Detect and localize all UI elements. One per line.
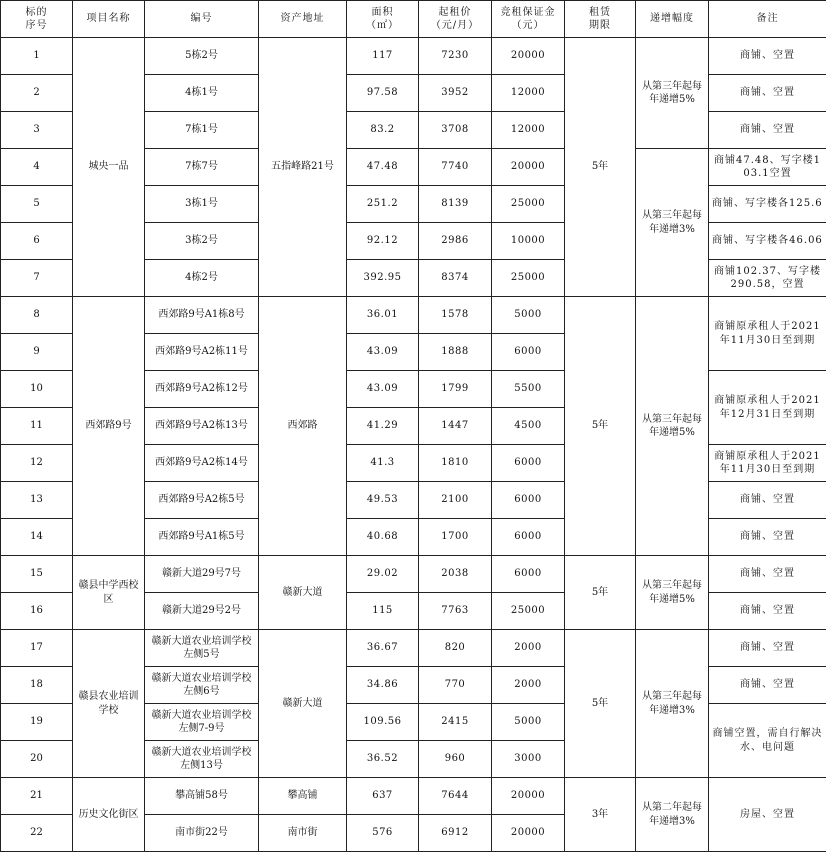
cell-term: 5年 — [565, 630, 636, 778]
cell-remark: 房屋、空置 — [709, 778, 826, 852]
cell-no: 21 — [1, 778, 73, 815]
cell-area: 115 — [347, 593, 419, 630]
cell-code: 赣新大道农业培训学校左侧7-9号 — [145, 704, 259, 741]
cell-code: 西郊路9号A2栋5号 — [145, 482, 259, 519]
cell-deposit: 20000 — [492, 38, 565, 75]
cell-code: 西郊路9号A1栋5号 — [145, 519, 259, 556]
cell-no: 16 — [1, 593, 73, 630]
cell-price: 820 — [419, 630, 492, 667]
cell-code: 5栋2号 — [145, 38, 259, 75]
cell-remark: 商铺空置，需自行解决水、电问题 — [709, 704, 826, 778]
cell-area: 637 — [347, 778, 419, 815]
header-code: 编号 — [145, 1, 259, 38]
cell-term: 5年 — [565, 297, 636, 556]
cell-no: 4 — [1, 149, 73, 186]
cell-area: 29.02 — [347, 556, 419, 593]
cell-remark: 商铺原承租人于2021年12月31日至到期 — [709, 371, 826, 445]
cell-no: 18 — [1, 667, 73, 704]
cell-address: 赣新大道 — [259, 556, 347, 630]
cell-deposit: 6000 — [492, 519, 565, 556]
cell-price: 3952 — [419, 75, 492, 112]
cell-no: 12 — [1, 445, 73, 482]
cell-code: 赣新大道29号2号 — [145, 593, 259, 630]
cell-increase: 从第二年起每年递增3% — [636, 778, 709, 852]
header-remark: 备注 — [709, 1, 826, 38]
cell-area: 43.09 — [347, 334, 419, 371]
cell-price: 3708 — [419, 112, 492, 149]
cell-project: 历史文化街区 — [73, 778, 145, 852]
cell-deposit: 20000 — [492, 815, 565, 852]
table-row — [1, 38, 826, 75]
cell-code: 4栋2号 — [145, 260, 259, 297]
cell-increase: 从第三年起每年递增5% — [636, 297, 709, 556]
cell-code: 西郊路9号A2栋12号 — [145, 371, 259, 408]
cell-no: 20 — [1, 741, 73, 778]
cell-no: 11 — [1, 408, 73, 445]
table-row — [1, 630, 826, 667]
cell-no: 10 — [1, 371, 73, 408]
cell-deposit: 5000 — [492, 704, 565, 741]
cell-code: 西郊路9号A1栋8号 — [145, 297, 259, 334]
cell-deposit: 25000 — [492, 593, 565, 630]
cell-deposit: 5000 — [492, 297, 565, 334]
cell-no: 14 — [1, 519, 73, 556]
cell-area: 97.58 — [347, 75, 419, 112]
cell-area: 117 — [347, 38, 419, 75]
header-area: 面积 （㎡） — [347, 1, 419, 38]
cell-code: 3栋1号 — [145, 186, 259, 223]
cell-no: 5 — [1, 186, 73, 223]
header-no: 标的 序号 — [1, 1, 73, 38]
cell-project: 西郊路9号 — [73, 297, 145, 556]
cell-project: 城央一品 — [73, 38, 145, 297]
header-deposit: 竞租保证金 （元） — [492, 1, 565, 38]
cell-no: 8 — [1, 297, 73, 334]
cell-remark: 商铺、空置 — [709, 112, 826, 149]
cell-project: 赣县中学西校区 — [73, 556, 145, 630]
cell-address: 攀高铺 — [259, 778, 347, 815]
cell-remark: 商铺102.37、写字楼290.58，空置 — [709, 260, 826, 297]
cell-increase: 从第三年起每年递增3% — [636, 149, 709, 297]
cell-address: 赣新大道 — [259, 630, 347, 778]
cell-remark: 商铺、空置 — [709, 630, 826, 667]
cell-remark: 商铺、空置 — [709, 519, 826, 556]
cell-area: 41.3 — [347, 445, 419, 482]
table-row — [1, 556, 826, 593]
cell-code: 西郊路9号A2栋11号 — [145, 334, 259, 371]
cell-remark: 商铺原承租人于2021年11月30日至到期 — [709, 445, 826, 482]
cell-price: 1578 — [419, 297, 492, 334]
cell-deposit: 3000 — [492, 741, 565, 778]
cell-remark: 商铺47.48、写字楼103.1空置 — [709, 149, 826, 186]
cell-remark: 商铺原承租人于2021年11月30日至到期 — [709, 297, 826, 371]
cell-price: 6912 — [419, 815, 492, 852]
cell-area: 47.48 — [347, 149, 419, 186]
header-address: 资产地址 — [259, 1, 347, 38]
cell-code: 攀高铺58号 — [145, 778, 259, 815]
cell-price: 7763 — [419, 593, 492, 630]
cell-price: 2415 — [419, 704, 492, 741]
cell-remark: 商铺、空置 — [709, 482, 826, 519]
cell-code: 赣新大道29号7号 — [145, 556, 259, 593]
cell-no: 2 — [1, 75, 73, 112]
cell-code: 7栋7号 — [145, 149, 259, 186]
header-increase: 递增幅度 — [636, 1, 709, 38]
cell-price: 1888 — [419, 334, 492, 371]
cell-code: 赣新大道农业培训学校左侧13号 — [145, 741, 259, 778]
cell-price: 1447 — [419, 408, 492, 445]
cell-no: 6 — [1, 223, 73, 260]
cell-deposit: 20000 — [492, 778, 565, 815]
cell-deposit: 12000 — [492, 112, 565, 149]
cell-price: 2986 — [419, 223, 492, 260]
cell-area: 34.86 — [347, 667, 419, 704]
cell-remark: 商铺、空置 — [709, 667, 826, 704]
cell-price: 960 — [419, 741, 492, 778]
cell-deposit: 5500 — [492, 371, 565, 408]
cell-term: 3年 — [565, 778, 636, 852]
cell-area: 251.2 — [347, 186, 419, 223]
table-header-row — [1, 1, 826, 38]
cell-deposit: 2000 — [492, 667, 565, 704]
cell-no: 19 — [1, 704, 73, 741]
cell-no: 9 — [1, 334, 73, 371]
cell-code: 西郊路9号A2栋14号 — [145, 445, 259, 482]
cell-deposit: 12000 — [492, 75, 565, 112]
cell-price: 7230 — [419, 38, 492, 75]
cell-no: 22 — [1, 815, 73, 852]
cell-deposit: 25000 — [492, 260, 565, 297]
cell-price: 1799 — [419, 371, 492, 408]
cell-code: 3栋2号 — [145, 223, 259, 260]
cell-remark: 商铺、写字楼各46.06 — [709, 223, 826, 260]
cell-price: 8139 — [419, 186, 492, 223]
cell-remark: 商铺、空置 — [709, 556, 826, 593]
table-row — [1, 297, 826, 334]
cell-code: 南市街22号 — [145, 815, 259, 852]
header-term: 租赁 期限 — [565, 1, 636, 38]
header-price: 起租价 （元/月） — [419, 1, 492, 38]
cell-increase: 从第三年起每年递增5% — [636, 556, 709, 630]
cell-code: 西郊路9号A2栋13号 — [145, 408, 259, 445]
cell-remark: 商铺、写字楼各125.6 — [709, 186, 826, 223]
cell-area: 36.01 — [347, 297, 419, 334]
cell-deposit: 6000 — [492, 556, 565, 593]
cell-no: 15 — [1, 556, 73, 593]
cell-increase: 从第三年起每年递增3% — [636, 630, 709, 778]
cell-price: 2038 — [419, 556, 492, 593]
cell-remark: 商铺、空置 — [709, 593, 826, 630]
cell-remark: 商铺、空置 — [709, 38, 826, 75]
cell-deposit: 20000 — [492, 149, 565, 186]
cell-code: 4栋1号 — [145, 75, 259, 112]
cell-code: 赣新大道农业培训学校左侧5号 — [145, 630, 259, 667]
cell-code: 赣新大道农业培训学校左侧6号 — [145, 667, 259, 704]
cell-area: 392.95 — [347, 260, 419, 297]
cell-increase: 从第三年起每年递增5% — [636, 38, 709, 149]
cell-deposit: 25000 — [492, 186, 565, 223]
cell-price: 8374 — [419, 260, 492, 297]
cell-area: 36.52 — [347, 741, 419, 778]
cell-no: 1 — [1, 38, 73, 75]
cell-area: 109.56 — [347, 704, 419, 741]
cell-address: 西郊路 — [259, 297, 347, 556]
cell-area: 49.53 — [347, 482, 419, 519]
cell-area: 576 — [347, 815, 419, 852]
cell-price: 1810 — [419, 445, 492, 482]
cell-deposit: 4500 — [492, 408, 565, 445]
cell-deposit: 2000 — [492, 630, 565, 667]
cell-deposit: 10000 — [492, 223, 565, 260]
cell-remark: 商铺、空置 — [709, 75, 826, 112]
cell-area: 36.67 — [347, 630, 419, 667]
cell-price: 7740 — [419, 149, 492, 186]
cell-address: 五指峰路21号 — [259, 38, 347, 297]
cell-price: 1700 — [419, 519, 492, 556]
cell-no: 7 — [1, 260, 73, 297]
cell-address: 南市街 — [259, 815, 347, 852]
cell-no: 13 — [1, 482, 73, 519]
cell-area: 40.68 — [347, 519, 419, 556]
cell-area: 92.12 — [347, 223, 419, 260]
cell-project: 赣县农业培训学校 — [73, 630, 145, 778]
cell-code: 7栋1号 — [145, 112, 259, 149]
cell-term: 5年 — [565, 556, 636, 630]
header-project: 项目名称 — [73, 1, 145, 38]
cell-no: 17 — [1, 630, 73, 667]
cell-no: 3 — [1, 112, 73, 149]
cell-area: 43.09 — [347, 371, 419, 408]
cell-deposit: 6000 — [492, 445, 565, 482]
table-row — [1, 778, 826, 815]
cell-area: 41.29 — [347, 408, 419, 445]
cell-deposit: 6000 — [492, 334, 565, 371]
cell-area: 83.2 — [347, 112, 419, 149]
cell-deposit: 6000 — [492, 482, 565, 519]
cell-price: 770 — [419, 667, 492, 704]
cell-term: 5年 — [565, 38, 636, 297]
cell-price: 7644 — [419, 778, 492, 815]
cell-price: 2100 — [419, 482, 492, 519]
